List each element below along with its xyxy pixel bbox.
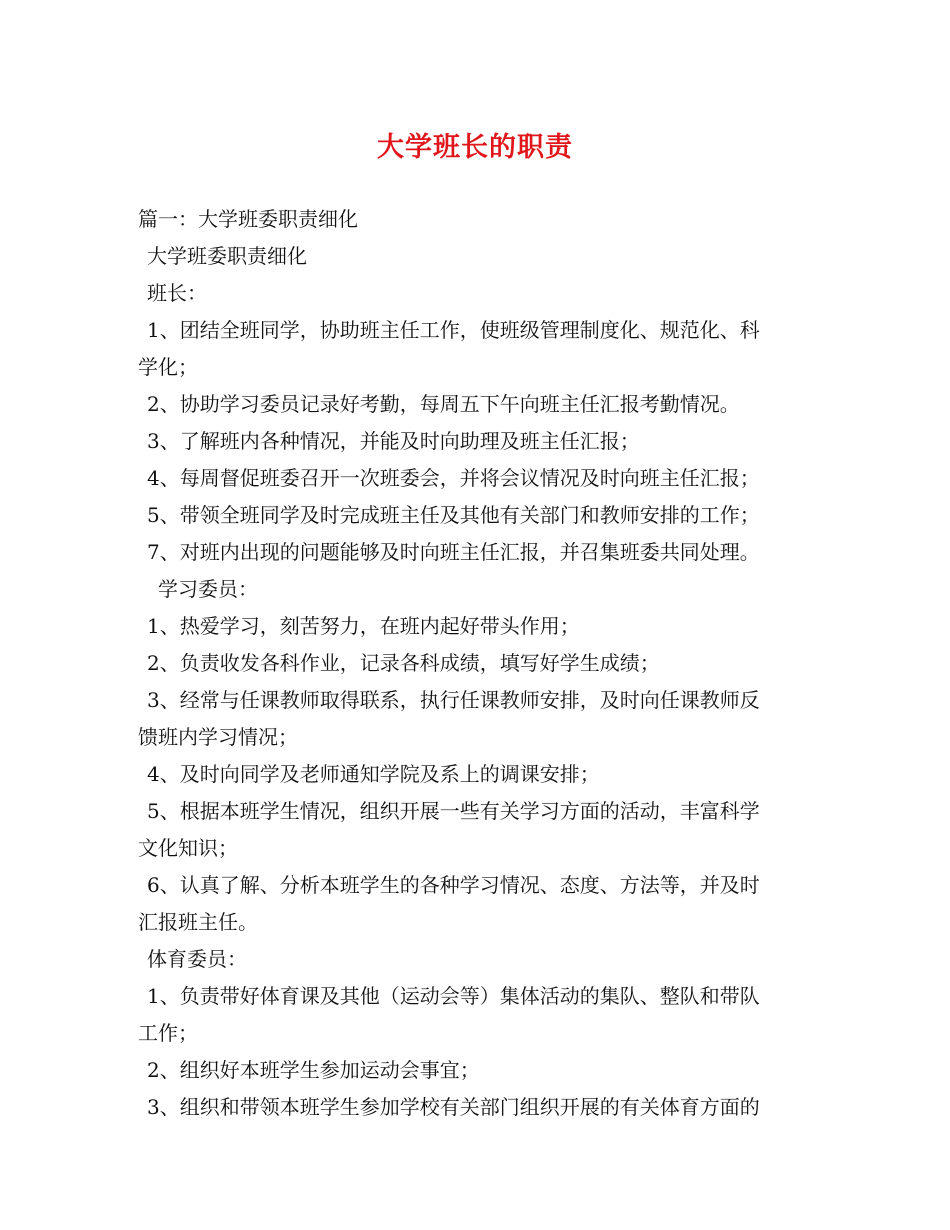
paragraph-line: 2、组织好本班学生参加运动会事宜； (147, 1058, 480, 1082)
paragraph-line: 2、负责收发各科作业，记录各科成绩，填写好学生成绩； (147, 651, 660, 675)
subheading: 大学班委职责细化 (147, 244, 307, 268)
paragraph-line: 5、根据本班学生情况，组织开展一些有关学习方面的活动，丰富科学 (147, 799, 760, 823)
paragraph-line: 4、每周督促班委召开一次班委会，并将会议情况及时向班主任汇报； (147, 466, 760, 490)
paragraph-line: 3、经常与任课教师取得联系，执行任课教师安排，及时向任课教师反 (147, 688, 760, 712)
paragraph-line: 1、热爱学习，刻苦努力，在班内起好带头作用； (147, 614, 580, 638)
paragraph-line: 5、带领全班同学及时完成班主任及其他有关部门和教师安排的工作； (147, 503, 760, 527)
paragraph-line: 3、了解班内各种情况，并能及时向助理及班主任汇报； (147, 429, 640, 453)
paragraph-line: 3、组织和带领本班学生参加学校有关部门组织开展的有关体育方面的 (147, 1095, 760, 1119)
role-heading-monitor: 班长： (147, 281, 207, 305)
paragraph-line: 汇报班主任。 (138, 910, 258, 934)
paragraph-line: 4、及时向同学及老师通知学院及系上的调课安排； (147, 762, 600, 786)
paragraph-line: 学化； (138, 355, 198, 379)
paragraph-line: 馈班内学习情况； (138, 725, 298, 749)
role-heading-sports: 体育委员： (147, 947, 247, 971)
paragraph-line: 工作； (138, 1021, 198, 1045)
document-title: 大学班长的职责 (377, 132, 573, 163)
paragraph-line: 6、认真了解、分析本班学生的各种学习情况、态度、方法等，并及时 (147, 873, 760, 897)
paragraph-line: 1、团结全班同学，协助班主任工作，使班级管理制度化、规范化、科 (147, 318, 760, 342)
role-heading-study: 学习委员： (158, 577, 258, 601)
paragraph-line: 1、负责带好体育课及其他（运动会等）集体活动的集队、整队和带队 (147, 984, 760, 1008)
section-heading: 篇一：大学班委职责细化 (138, 207, 358, 231)
paragraph-line: 文化知识； (138, 836, 238, 860)
document-body (138, 201, 814, 1126)
paragraph-line: 7、对班内出现的问题能够及时向班主任汇报，并召集班委共同处理。 (147, 540, 760, 564)
paragraph-line: 2、协助学习委员记录好考勤，每周五下午向班主任汇报考勤情况。 (147, 392, 740, 416)
